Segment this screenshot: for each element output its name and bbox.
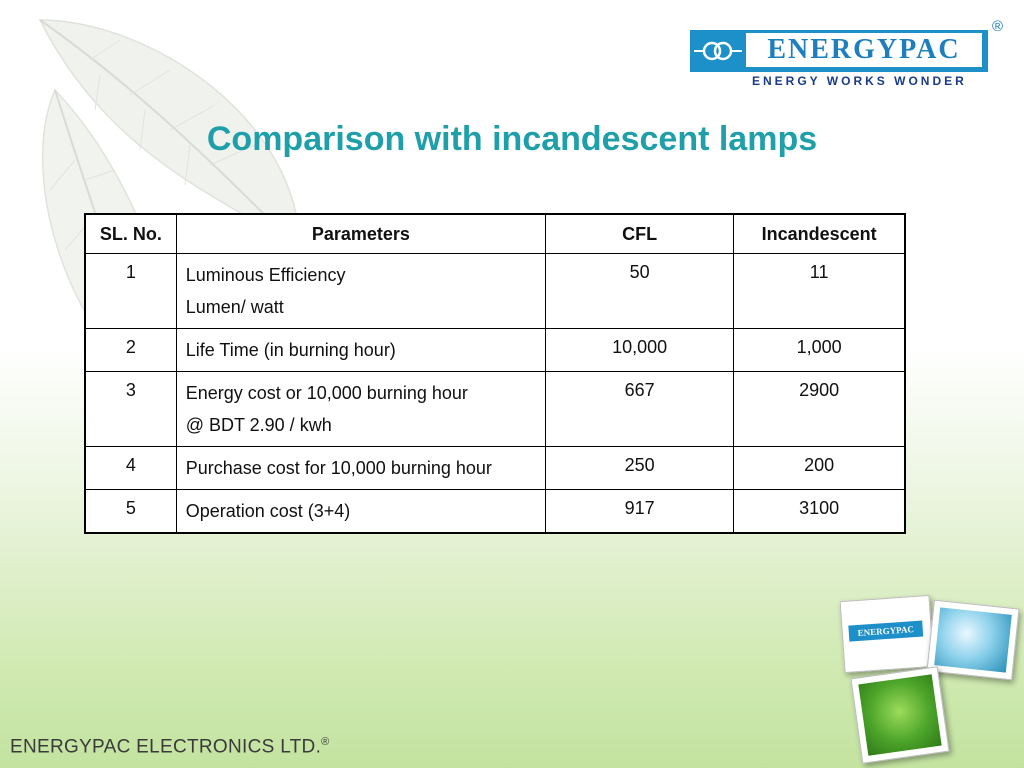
parameter-subtext: Lumen/ watt bbox=[185, 297, 284, 317]
row-incandescent-value: 3100 bbox=[734, 490, 905, 534]
green-leaf-card-image bbox=[850, 666, 949, 763]
energypac-logo bbox=[690, 18, 1016, 90]
parameter-text: Luminous Efficiency bbox=[185, 265, 346, 285]
slide-title: Comparison with incandescent lamps bbox=[206, 120, 818, 158]
footer-company-name bbox=[10, 736, 330, 758]
table-row bbox=[85, 329, 905, 372]
row-sl: 5 bbox=[85, 490, 176, 534]
row-parameter bbox=[176, 372, 545, 447]
registered-mark: ® bbox=[992, 18, 1004, 35]
logo-frame bbox=[690, 30, 988, 72]
row-incandescent-value: 11 bbox=[734, 254, 905, 329]
table-row bbox=[85, 447, 905, 490]
header-parameters: Parameters bbox=[176, 214, 545, 254]
logo-tagline: ENERGY WORKS WONDER bbox=[752, 74, 967, 88]
row-sl: 3 bbox=[85, 372, 176, 447]
comparison-table bbox=[84, 213, 906, 534]
footer-registered-mark: ® bbox=[321, 736, 330, 748]
row-sl: 2 bbox=[85, 329, 176, 372]
table-header-row bbox=[85, 214, 905, 254]
row-cfl-value: 250 bbox=[546, 447, 734, 490]
row-parameter bbox=[176, 490, 545, 534]
logo-card-image bbox=[840, 595, 935, 673]
parameter-text: Energy cost or 10,000 burning hour bbox=[185, 383, 468, 403]
row-sl: 4 bbox=[85, 447, 176, 490]
logo-wordmark: ENERGYPAC bbox=[767, 34, 961, 65]
logo-wordmark-box bbox=[746, 33, 982, 67]
row-incandescent-value: 1,000 bbox=[734, 329, 905, 372]
table-row bbox=[85, 372, 905, 447]
row-parameter bbox=[176, 254, 545, 329]
table-row bbox=[85, 490, 905, 534]
row-incandescent-value: 200 bbox=[734, 447, 905, 490]
row-parameter bbox=[176, 329, 545, 372]
footer-company-text: ENERGYPAC ELECTRONICS LTD. bbox=[10, 736, 322, 758]
table-row bbox=[85, 254, 905, 329]
row-cfl-value: 667 bbox=[546, 372, 734, 447]
row-parameter bbox=[176, 447, 545, 490]
parameter-subtext: @ BDT 2.90 / kwh bbox=[185, 415, 332, 435]
header-cfl: CFL bbox=[546, 214, 734, 254]
parameter-text: Purchase cost for 10,000 burning hour bbox=[185, 458, 492, 478]
parameter-text: Life Time (in burning hour) bbox=[185, 340, 396, 360]
parameter-text: Operation cost (3+4) bbox=[185, 501, 351, 521]
row-sl: 1 bbox=[85, 254, 176, 329]
header-incandescent: Incandescent bbox=[734, 214, 905, 254]
row-cfl-value: 917 bbox=[546, 490, 734, 534]
mini-logo-text: ENERGYPAC bbox=[857, 624, 915, 639]
logo-rings-icon bbox=[690, 30, 746, 72]
row-cfl-value: 50 bbox=[546, 254, 734, 329]
cfl-bulb-card-image bbox=[926, 600, 1019, 681]
row-cfl-value: 10,000 bbox=[546, 329, 734, 372]
header-sl-no: SL. No. bbox=[85, 214, 176, 254]
row-incandescent-value: 2900 bbox=[734, 372, 905, 447]
